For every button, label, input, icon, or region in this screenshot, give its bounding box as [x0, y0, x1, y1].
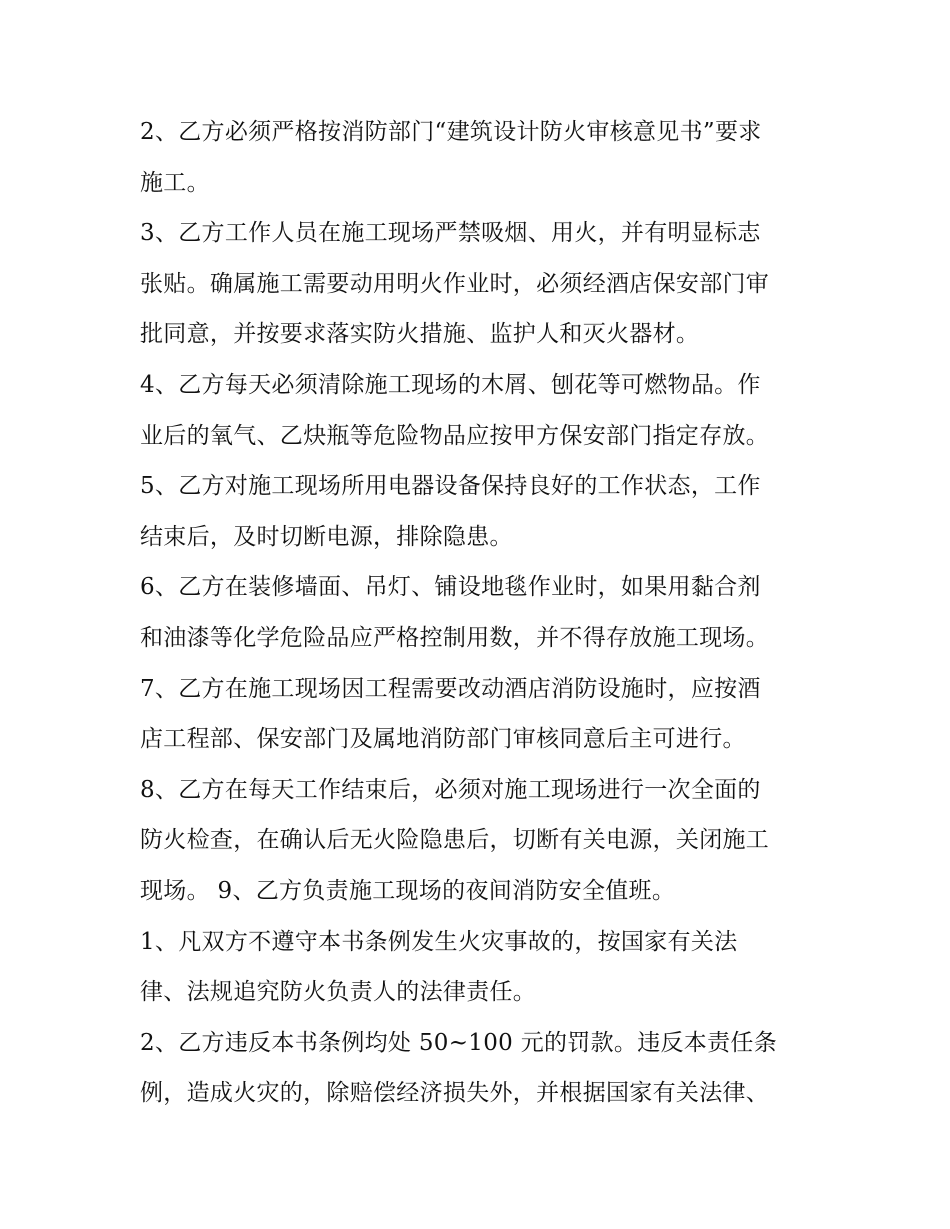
text-line: 3、乙方工作人员在施工现场严禁吸烟、用火，并有明显标志 [140, 220, 761, 247]
text-line: 店工程部、保安部门及属地消防部门审核同意后主可进行。 [140, 726, 746, 753]
text-line: 施工。 [140, 169, 210, 196]
text-line: 张贴。确属施工需要动用明火作业时，必须经酒店保安部门审 [140, 270, 770, 297]
text-line: 现场。 9、乙方负责施工现场的夜间消防安全值班。 [140, 877, 676, 904]
text-line: 2、乙方违反本书条例均处 50~100 元的罚款。违反本责任条 [140, 1029, 777, 1056]
text-line: 1、凡双方不遵守本书条例发生火灾事故的，按国家有关法 [140, 928, 738, 955]
text-line: 律、法规追究防火负责人的法律责任。 [140, 979, 537, 1006]
text-line: 2、乙方必须严格按消防部门“建筑设计防火审核意见书”要求 [140, 119, 762, 145]
text-line: 6、乙方在装修墙面、吊灯、铺设地毯作业时，如果用黏合剂 [140, 574, 761, 601]
document-body [140, 107, 830, 1119]
text-line: 5、乙方对施工现场所用电器设备保持良好的工作状态，工作 [140, 473, 761, 500]
text-line: 业后的氧气、乙炔瓶等危险物品应按甲方保安部门指定存放。 [140, 422, 770, 449]
text-line: 结束后，及时切断电源，排除隐患。 [140, 523, 513, 550]
text-line: 4、乙方每天必须清除施工现场的木屑、刨花等可燃物品。作 [140, 371, 761, 398]
text-line: 例，造成火灾的，除赔偿经济损失外，并根据国家有关法律、 [140, 1080, 770, 1107]
text-line: 和油漆等化学危险品应严格控制用数，并不得存放施工现场。 [140, 624, 770, 651]
text-line: 防火检查，在确认后无火险隐患后，切断有关电源，关闭施工 [140, 827, 770, 854]
text-line: 7、乙方在施工现场因工程需要改动酒店消防设施时，应按酒 [140, 675, 761, 702]
text-line: 批同意，并按要求落实防火措施、监护人和灭火器材。 [140, 321, 700, 348]
text-line: 8、乙方在每天工作结束后，必须对施工现场进行一次全面的 [140, 776, 761, 803]
